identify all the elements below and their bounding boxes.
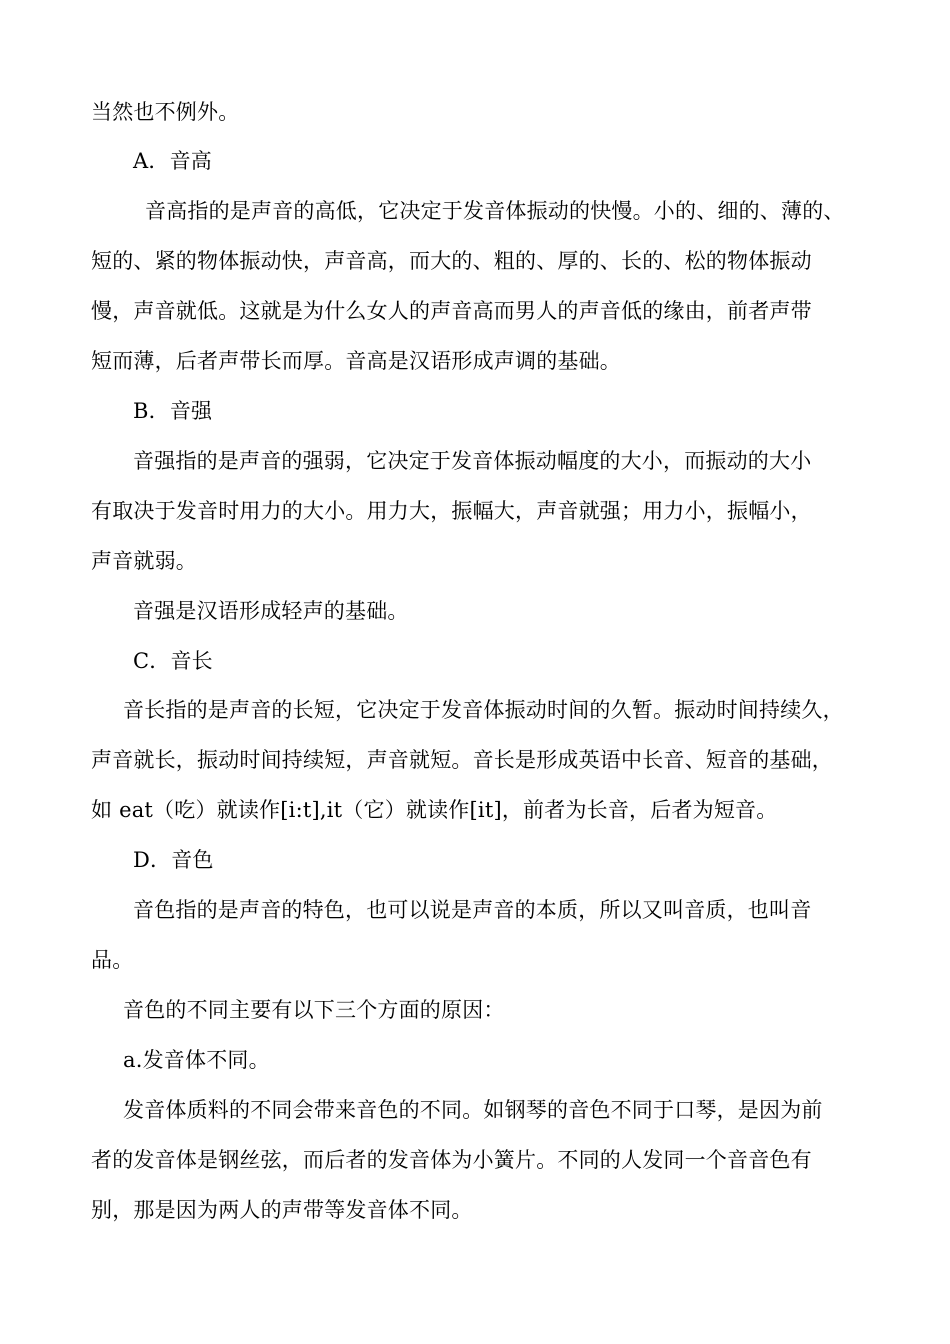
text-line: 音色的不同主要有以下三个方面的原因： [123, 998, 505, 1022]
section-heading-timbre: D．音色 [133, 848, 214, 872]
section-heading-intensity: B．音强 [133, 399, 213, 423]
text-line: 如 eat（吃）就读作[i:t],it（它）就读作[it]，前者为长音，后者为短音。 [91, 798, 778, 822]
text-line: 音强指的是声音的强弱，它决定于发音体振动幅度的大小，而振动的大小 [133, 449, 812, 473]
text-line: 短而薄，后者声带长而厚。音高是汉语形成声调的基础。 [91, 349, 621, 373]
text-line: 声音就长，振动时间持续短，声音就短。音长是形成英语中长音、短音的基础， [91, 748, 833, 772]
text-line: 当然也不例外。 [91, 100, 240, 124]
text-line: 音长指的是声音的长短，它决定于发音体振动时间的久暂。振动时间持续久， [123, 698, 844, 722]
section-heading-length: C．音长 [133, 649, 213, 673]
list-item-heading: a.发音体不同。 [123, 1048, 270, 1072]
text-line: 音色指的是声音的特色，也可以说是声音的本质，所以又叫音质，也叫音 [133, 898, 812, 922]
text-line: 短的、紧的物体振动快，声音高，而大的、粗的、厚的、长的、松的物体振动 [91, 249, 812, 273]
text-line: 音强是汉语形成轻声的基础。 [133, 599, 409, 623]
section-heading-pitch: A．音高 [133, 149, 212, 173]
text-line: 别，那是因为两人的声带等发音体不同。 [91, 1198, 473, 1222]
text-line: 声音就弱。 [91, 549, 197, 573]
text-line: 音高指的是声音的高低，它决定于发音体振动的快慢。小的、细的、薄的、 [145, 199, 845, 223]
text-line: 者的发音体是钢丝弦，而后者的发音体为小簧片。不同的人发同一个音音色有 [91, 1148, 812, 1172]
text-line: 慢，声音就低。这就是为什么女人的声音高而男人的声音低的缘由，前者声带 [91, 299, 812, 323]
text-line: 发音体质料的不同会带来音色的不同。如钢琴的音色不同于口琴，是因为前 [123, 1098, 823, 1122]
text-line: 品。 [91, 948, 134, 972]
text-line: 有取决于发音时用力的大小。用力大，振幅大，声音就强；用力小，振幅小， [91, 499, 812, 523]
